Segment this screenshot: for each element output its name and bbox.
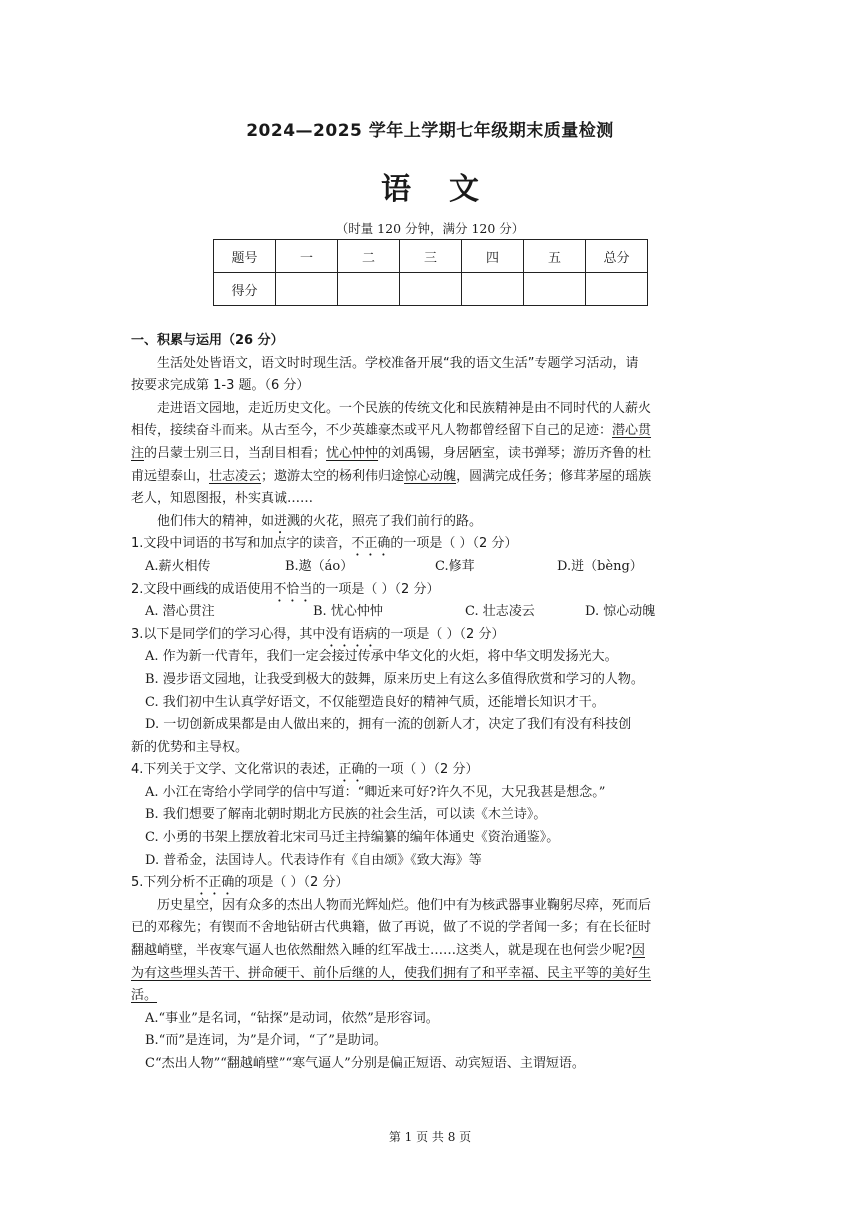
- underlined-sentence: 活。: [131, 988, 158, 1004]
- dotted-emphasis: 正确: [338, 762, 365, 778]
- option-c: C.修茸: [435, 558, 475, 574]
- passage-text: 甫远望泰山，: [131, 468, 210, 484]
- section-title: 一、积累与运用（26 分）: [131, 333, 284, 348]
- passage-line: [131, 466, 731, 489]
- section-intro-line: 生活处处皆语文，语文时时现生活。学校准备开展“我的语文生活”专题学习活动，请: [157, 355, 639, 371]
- option-c: C. 小勇的书架上摆放着北宋司马迁主持编纂的编年体通史《资治通鉴》。: [145, 830, 560, 846]
- page-footer: 第 1 页 共 8 页: [388, 1130, 472, 1144]
- option-c: C. 壮志凌云: [465, 604, 535, 620]
- exam-title: 2024—2025 学年上学期七年级期末质量检测: [246, 121, 614, 141]
- question-text: 3.以下是同学们的学习心得，其中: [131, 626, 326, 642]
- subject-title: 语文: [381, 172, 517, 207]
- option-a: A. 潜心贯注: [145, 604, 215, 620]
- passage-text: ，圆满完成任务；修茸茅屋的瑶族: [456, 468, 652, 484]
- passage-text: 相传，接续奋斗而来。从古至今，不少英雄豪杰或平凡人物都曾经留下自己的足迹：: [131, 423, 613, 439]
- question-text: 的一项是（ ）（2 分）: [312, 581, 440, 597]
- question-text: 的项是（ ）（2 分）: [234, 875, 349, 891]
- section-1: [131, 330, 731, 1076]
- option-b: B. 漫步语文园地，让我受到极大的鼓舞，原来历史上有这么多值得欣赏和学习的人物。: [145, 671, 644, 687]
- question-text: 5.下列分析: [131, 875, 196, 891]
- score-table-score-row: [214, 273, 648, 306]
- passage-line: [131, 511, 731, 534]
- option-a: A.“事业”是名词，“钻探”是动词，依然”是形容词。: [145, 1010, 439, 1026]
- question-text: 的一项（ ）（2 分）: [364, 762, 479, 778]
- score-table-header-row: [214, 240, 648, 273]
- passage-line: 已的邓稼先；有锲而不舍地钻研古代典籍，做了再说，做了不说的学者闻一多；有在长征时: [131, 920, 652, 936]
- question-text: 的一项是（ ）（2 分）: [390, 536, 518, 552]
- passage-text: 翻越峭壁，半夜寒气逼人也依然酣然入睡的红军战士……这类人，就是现在也何尝少呢?: [131, 943, 632, 959]
- dotted-emphasis: 没有语病: [325, 626, 378, 642]
- score-cell-blank: [586, 273, 648, 306]
- passage-text: 的吕蒙士别三日，当刮目相看；: [144, 445, 327, 461]
- option-d: D. 普希金，法国诗人。代表诗作有《自由颂》《致大海》等: [145, 852, 482, 868]
- question-2-options: [131, 601, 731, 624]
- option-d: D. 惊心动魄: [585, 604, 656, 620]
- passage-line: 历史星空，因有众多的杰出人物而光辉灿烂。他们中有为核武器事业鞠躬尽瘁，死而后: [157, 897, 652, 913]
- score-header-cell: 三: [400, 240, 462, 273]
- score-cell-blank: [462, 273, 524, 306]
- passage-line: [131, 443, 731, 466]
- option-c: C“杰出人物”“翻越峭壁”“寒气逼人”分别是偏正短语、动宾短语、主谓短语。: [145, 1056, 585, 1071]
- underlined-idiom: 壮志凌云: [209, 468, 262, 484]
- question-3-stem: [131, 624, 731, 647]
- passage-line: 走进语文园地，走近历史文化。一个民族的传统文化和民族精神是由不同时代的人薪火: [157, 400, 652, 416]
- question-4-stem: [131, 759, 731, 782]
- score-cell-blank: [338, 273, 400, 306]
- option-c: C. 我们初中生认真学好语文，不仅能塑造良好的精神气质，还能增长知识才干。: [145, 694, 605, 710]
- section-intro-line: 按要求完成第 1-3 题。（6 分）: [131, 378, 310, 394]
- score-cell-blank: [524, 273, 586, 306]
- option-a: A. 小江在寄给小学同学的信中写道：“卿近来可好?许久不见，大兄我甚是想念。”: [145, 784, 606, 800]
- score-row-label: 得分: [214, 273, 276, 306]
- score-cell-blank: [276, 273, 338, 306]
- passage-line: [131, 420, 731, 443]
- option-d-continuation: 新的优势和主导权。: [131, 739, 249, 755]
- passage-text: 的刘禹锡，身居陋室，读书弹琴；游历齐鲁的杜: [378, 445, 652, 461]
- dotted-char: 迸: [274, 513, 288, 529]
- question-1-stem: [131, 533, 731, 556]
- passage-line: [131, 963, 731, 986]
- dotted-emphasis: 不恰当: [273, 581, 313, 597]
- passage-text: 溅的火花，照亮了我们前行的路。: [287, 513, 483, 529]
- question-text: 1.文段中词语的书写和加点字的读音，: [131, 536, 352, 552]
- option-a: A. 作为新一代青年，我们一定会接过传承中华文化的火炬，将中华文明发扬光大。: [145, 649, 618, 665]
- score-header-cell: 题号: [214, 240, 276, 273]
- underlined-idiom: 惊心动魄: [404, 468, 457, 484]
- underlined-sentence: 因: [631, 943, 645, 959]
- passage-line: [131, 985, 731, 1008]
- option-d: D. 一切创新成果都是由人做出来的，拥有一流的创新人才，决定了我们有没有科技创: [145, 717, 632, 733]
- score-header-cell: 一: [276, 240, 338, 273]
- underlined-idiom: 忧心忡忡: [326, 445, 379, 461]
- score-cell-blank: [400, 273, 462, 306]
- passage-text: 他们伟大的精神，如: [157, 513, 275, 529]
- underlined-sentence: 为有这些埋头苦干、拼命硬干、前仆后继的人，使我们拥有了和平幸福、民主平等的美好生: [131, 965, 652, 981]
- passage-line: 老人，知恩图报，朴实真诚……: [131, 491, 314, 507]
- score-header-cell: 总分: [586, 240, 648, 273]
- passage-line: [131, 940, 731, 963]
- question-text: 的一项是（ ）（2 分）: [377, 626, 505, 642]
- option-b: B. 我们想要了解南北朝时期北方民族的社会生活，可以读《木兰诗》。: [145, 807, 547, 823]
- question-2-stem: [131, 579, 731, 602]
- option-a: A.薪火相传: [145, 558, 211, 574]
- passage-text: ；遨游太空的杨利伟归途: [261, 468, 405, 484]
- underlined-idiom: 注: [131, 445, 145, 461]
- score-header-cell: 二: [338, 240, 400, 273]
- option-b: B.遨（áo）: [285, 558, 354, 574]
- option-d: D.迸（bèng）: [557, 558, 643, 574]
- question-1-options: [131, 556, 731, 579]
- dotted-emphasis: 不正确: [351, 536, 391, 552]
- dotted-emphasis: 不正确: [195, 875, 235, 891]
- option-b: B. 忧心忡忡: [313, 604, 383, 620]
- underlined-idiom: 潜心贯: [612, 423, 652, 439]
- option-b: B.“而”是连词，为”是介词，“了”是助词。: [145, 1033, 387, 1049]
- time-note: （时量 120 分钟，满分 120 分）: [335, 221, 525, 236]
- question-text: 2.文段中画线的成语使用: [131, 581, 274, 597]
- score-table: [213, 239, 648, 306]
- question-5-stem: [131, 872, 731, 895]
- question-text: 4.下列关于文学、文化常识的表述，: [131, 762, 339, 778]
- score-header-cell: 五: [524, 240, 586, 273]
- score-header-cell: 四: [462, 240, 524, 273]
